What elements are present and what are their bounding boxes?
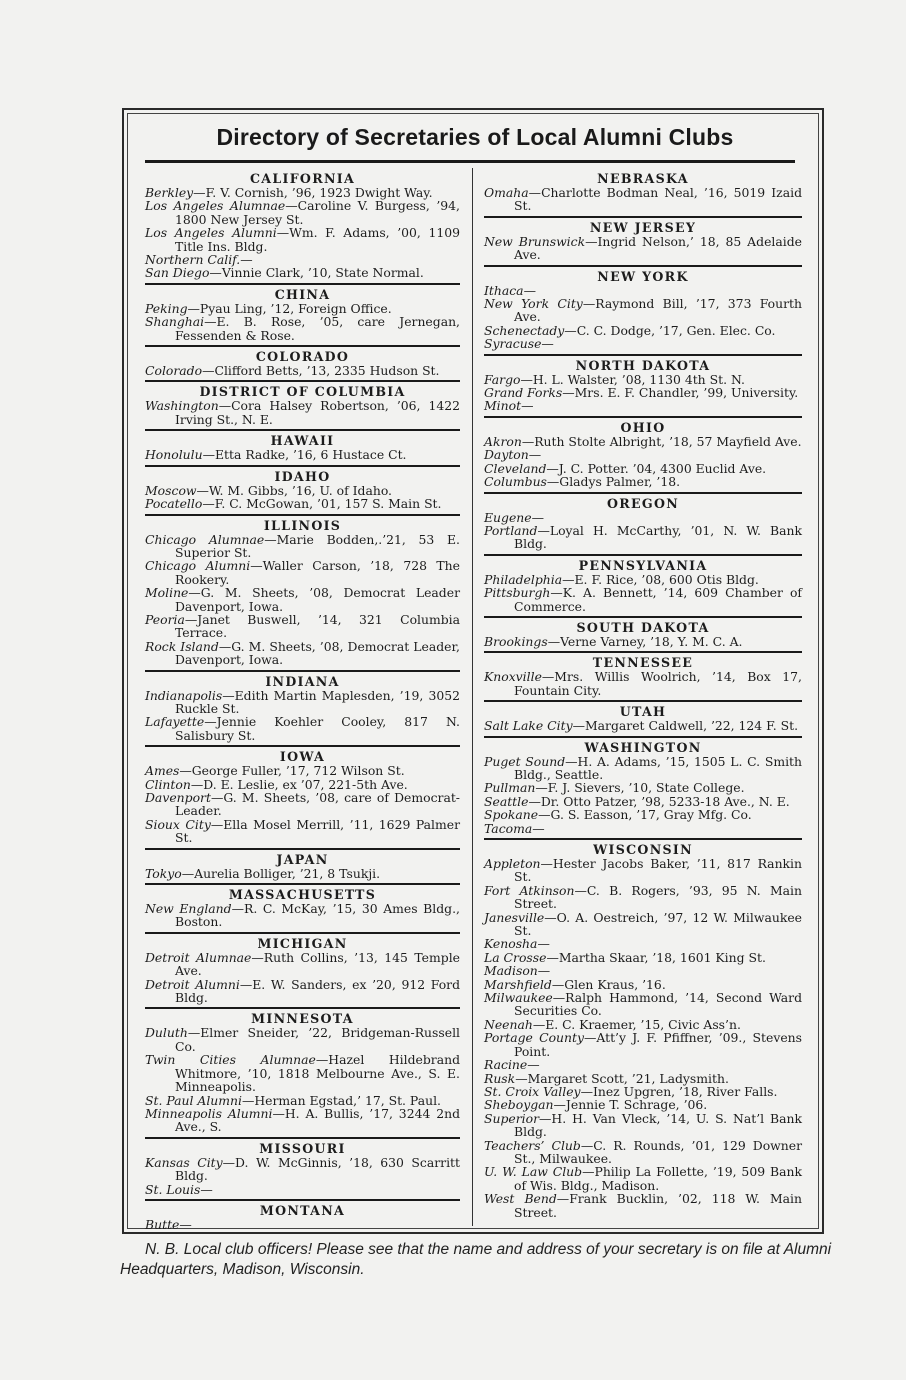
club-entry: St. Louis— bbox=[145, 1181, 213, 1197]
state-heading-south-dakota: SOUTH DAKOTA bbox=[576, 619, 710, 635]
section-divider bbox=[484, 700, 802, 702]
club-city: New Brunswick bbox=[484, 233, 586, 249]
club-entry: Detroit Alumni—E. W. Sanders, ex ’20, 912 Ford Bldg. bbox=[145, 976, 461, 1006]
club-entry: Butte— bbox=[145, 1216, 192, 1232]
club-city: Moline bbox=[145, 585, 189, 601]
club-secretary: Philip La Follette, ’19, 509 Bank of Wis. Bldg., Madison. bbox=[514, 1164, 802, 1193]
club-city: Salt Lake City bbox=[484, 718, 573, 734]
club-secretary: Inez Upgren, ’18, River Falls. bbox=[592, 1083, 778, 1099]
club-city: Marshfield bbox=[484, 976, 552, 992]
state-heading-new-jersey: NEW JERSEY bbox=[589, 219, 697, 235]
club-secretary: Ruth Collins, ’13, 145 Temple Ave. bbox=[175, 949, 460, 979]
club-city: Tacoma bbox=[484, 820, 533, 836]
club-city: Lafayette bbox=[145, 714, 205, 730]
club-entry: San Diego—Vinnie Clark, ’10, State Normal. bbox=[145, 265, 424, 281]
club-city: Sheboygan bbox=[484, 1097, 554, 1113]
club-city: Racine bbox=[484, 1057, 528, 1073]
state-heading-washington: WASHINGTON bbox=[584, 739, 702, 755]
club-city: Berkley bbox=[145, 185, 194, 200]
club-city: Fargo bbox=[484, 371, 521, 387]
club-secretary: Ralph Hammond, ’14, Second Ward Securities Co. bbox=[514, 990, 802, 1019]
club-entry: Rock Island—G. M. Sheets, ’08, Democrat Leader, Davenport, Iowa. bbox=[145, 638, 460, 668]
section-divider bbox=[145, 883, 460, 885]
club-city: Grand Forks bbox=[484, 385, 563, 401]
section-divider bbox=[145, 429, 460, 431]
section-divider bbox=[145, 670, 460, 672]
club-secretary: Herman Egstad,’ 17, St. Paul. bbox=[254, 1092, 441, 1108]
club-secretary: Charlotte Bodman Neal, ’16, 5019 Izaid St. bbox=[514, 185, 802, 214]
club-entry: Honolulu—Etta Radke, ’16, 6 Hustace Ct. bbox=[145, 447, 407, 463]
club-secretary: Att’y J. F. Pfiffner, ’09., Stevens Point. bbox=[514, 1030, 802, 1059]
state-heading-oregon: OREGON bbox=[606, 495, 680, 511]
club-city: Rusk bbox=[484, 1070, 516, 1086]
club-secretary: G. M. Sheets, ’08, Democrat Leader Davenport, Iowa. bbox=[175, 585, 460, 614]
section-divider bbox=[484, 265, 802, 267]
club-secretary: C. B. Rogers, ’93, 95 N. Main Street. bbox=[514, 882, 802, 912]
club-secretary: C. C. Dodge, ’17, Gen. Elec. Co. bbox=[576, 322, 776, 338]
section-divider bbox=[484, 616, 802, 618]
section-divider bbox=[145, 1007, 460, 1009]
club-city: Ames bbox=[145, 763, 180, 779]
club-secretary: Raymond Bill, ’17, 373 Fourth Ave. bbox=[514, 296, 802, 325]
club-secretary: Mrs. Willis Woolrich, ’14, Box 17, Fountain City. bbox=[514, 669, 802, 698]
club-secretary: Caroline V. Burgess, ’94, 1800 New Jersey St. bbox=[175, 198, 460, 227]
club-city: Pullman bbox=[484, 780, 536, 796]
club-city: Detroit Alumni bbox=[145, 976, 240, 992]
club-city: Teachers’ Club bbox=[484, 1137, 581, 1153]
club-city: Peoria bbox=[145, 611, 185, 627]
club-entry: Fargo—H. L. Walster, ’08, 1130 4th St. N. bbox=[484, 371, 745, 387]
club-entry: New York City—Raymond Bill, ’17, 373 Fourth Ave. bbox=[484, 296, 802, 325]
club-city: New York City bbox=[484, 296, 583, 312]
club-city: St. Louis bbox=[145, 1181, 201, 1197]
club-entry: Teachers’ Club—C. R. Rounds, ’01, 129 Downer St., Milwaukee. bbox=[484, 1137, 802, 1166]
club-city: Dayton bbox=[484, 447, 529, 463]
state-heading-massachusetts: MASSACHUSETTS bbox=[228, 887, 377, 903]
club-city: Kansas City bbox=[145, 1154, 223, 1170]
club-city: Duluth bbox=[145, 1025, 188, 1041]
club-secretary: Jennie Koehler Cooley, 817 N. Salisbury St. bbox=[175, 714, 460, 743]
club-entry: Grand Forks—Mrs. E. F. Chandler, ’99, University. bbox=[484, 385, 799, 401]
section-divider bbox=[484, 216, 802, 218]
club-entry: Moscow—W. M. Gibbs, ’16, U. of Idaho. bbox=[145, 482, 392, 498]
club-city: Eugene bbox=[484, 509, 532, 525]
club-secretary: Etta Radke, ’16, 6 Hustace Ct. bbox=[214, 447, 407, 463]
club-entry: West Bend—Frank Bucklin, ’02, 118 W. Main Street. bbox=[484, 1191, 802, 1220]
club-entry: Los Angeles Alumnae—Caroline V. Burgess, ’94, 1800 New Jersey St. bbox=[145, 198, 460, 227]
club-secretary: Mrs. E. F. Chandler, ’99, University. bbox=[574, 385, 799, 401]
club-entry: Salt Lake City—Margaret Caldwell, ’22, 124 F. St. bbox=[484, 718, 799, 734]
section-divider bbox=[145, 932, 460, 934]
club-city: St. Paul Alumni bbox=[145, 1092, 242, 1108]
section-divider bbox=[145, 1199, 460, 1201]
club-city: Los Angeles Alumnae bbox=[145, 198, 286, 214]
club-entry: St. Paul Alumni—Herman Egstad,’ 17, St. Paul. bbox=[145, 1092, 441, 1108]
club-entry: Schenectady—C. C. Dodge, ’17, Gen. Elec. Co. bbox=[484, 322, 776, 338]
club-secretary: G. M. Sheets, ’08, Democrat Leader, Davenport, Iowa. bbox=[175, 638, 460, 668]
section-divider bbox=[145, 1137, 460, 1139]
state-heading-north-dakota: NORTH DAKOTA bbox=[575, 357, 711, 373]
club-entry: Rusk—Margaret Scott, ’21, Ladysmith. bbox=[484, 1070, 729, 1086]
state-heading-nebraska: NEBRASKA bbox=[597, 171, 689, 186]
club-city: Brookings bbox=[484, 633, 548, 649]
club-secretary: H. A. Bullis, ’17, 3244 2nd Ave., S. bbox=[175, 1105, 460, 1135]
club-secretary: Ruth Stolte Albright, ’18, 57 Mayfield Ave. bbox=[534, 433, 802, 449]
club-entry: Marshfield—Glen Kraus, ’16. bbox=[484, 976, 666, 992]
club-entry: New Brunswick—Ingrid Nelson,’ 18, 85 Adelaide Ave. bbox=[484, 233, 802, 263]
club-entry: Puget Sound—H. A. Adams, ’15, 1505 L. C. Smith Bldg., Seattle. bbox=[484, 753, 802, 782]
club-city: Janesville bbox=[484, 909, 545, 925]
club-city: Minneapolis Alumni bbox=[145, 1105, 273, 1121]
club-secretary: H. H. Van Vleck, ’14, U. S. Nat’l Bank Bldg. bbox=[514, 1110, 802, 1140]
club-city: Philadelphia bbox=[484, 571, 563, 587]
state-heading-wisconsin: WISCONSIN bbox=[593, 842, 693, 857]
club-city: Sioux City bbox=[145, 816, 211, 832]
club-secretary: J. C. Potter. ’04, 4300 Euclid Ave. bbox=[558, 460, 767, 476]
club-secretary: Aurelia Bolliger, ’21, 8 Tsukji. bbox=[194, 865, 381, 881]
club-entry: Syracuse— bbox=[484, 336, 554, 352]
club-secretary: Edith Martin Maplesden, ’19, 3052 Ruckle St. bbox=[175, 687, 460, 716]
club-entry: Peking—Pyau Ling, ’12, Foreign Office. bbox=[145, 300, 392, 316]
club-secretary: Dr. Otto Patzer, ’98, 5233-18 Ave., N. E. bbox=[540, 793, 790, 809]
club-entry: Lafayette—Jennie Koehler Cooley, 817 N. Salisbury St. bbox=[145, 714, 460, 743]
club-secretary: O. A. Oestreich, ’97, 12 W. Milwaukee St. bbox=[514, 909, 802, 939]
club-city: Kenosha bbox=[484, 936, 538, 952]
club-secretary: Glen Kraus, ’16. bbox=[564, 976, 666, 992]
club-entry: Tokyo—Aurelia Bolliger, ’21, 8 Tsukji. bbox=[145, 865, 381, 881]
club-secretary: W. M. Gibbs, ’16, U. of Idaho. bbox=[208, 482, 392, 498]
club-entry: Los Angeles Alumni—Wm. F. Adams, ’00, 1109 Title Ins. Bldg. bbox=[145, 225, 460, 254]
club-entry: Davenport—G. M. Sheets, ’08, care of Democrat-Leader. bbox=[145, 790, 460, 819]
club-city: Omaha bbox=[484, 185, 529, 200]
club-entry: Minot— bbox=[484, 398, 534, 414]
club-city: Butte bbox=[145, 1216, 180, 1232]
club-entry: Seattle—Dr. Otto Patzer, ’98, 5233-18 Ave., N. E. bbox=[484, 793, 790, 809]
club-entry: Cleveland—J. C. Potter. ’04, 4300 Euclid Ave. bbox=[484, 460, 767, 476]
club-secretary: Loyal H. McCarthy, ’01, N. W. Bank Bldg. bbox=[514, 522, 802, 552]
state-heading-illinois: ILLINOIS bbox=[263, 517, 342, 533]
club-entry: Chicago Alumni—Waller Carson, ’18, 728 The Rookery. bbox=[145, 558, 460, 587]
state-heading-california: CALIFORNIA bbox=[249, 171, 356, 186]
club-secretary: Elmer Sneider, ’22, Bridgeman-Russell Co. bbox=[175, 1025, 460, 1054]
club-entry: Pocatello—F. C. McGowan, ’01, 157 S. Main St. bbox=[145, 496, 442, 512]
club-city: Rock Island bbox=[145, 638, 219, 654]
club-secretary: K. A. Bennett, ’14, 609 Chamber of Commerce. bbox=[514, 585, 802, 614]
club-secretary: Janet Buswell, ’14, 321 Columbia Terrace. bbox=[175, 611, 460, 641]
club-secretary: D. E. Leslie, ex ’07, 221-5th Ave. bbox=[203, 776, 408, 792]
club-secretary: Gladys Palmer, ’18. bbox=[559, 474, 681, 490]
club-city: San Diego bbox=[145, 265, 210, 281]
club-city: Washington bbox=[145, 398, 219, 414]
club-secretary: F. J. Sievers, ’10, State College. bbox=[547, 780, 745, 796]
club-secretary: Pyau Ling, ’12, Foreign Office. bbox=[199, 300, 392, 316]
section-divider bbox=[145, 283, 460, 285]
club-city: Pocatello bbox=[145, 496, 203, 512]
club-secretary: Cora Halsey Robertson, ’06, 1422 Irving St., N. E. bbox=[175, 398, 460, 427]
club-city: Peking bbox=[145, 300, 188, 316]
club-secretary: Verne Varney, ’18, Y. M. C. A. bbox=[560, 633, 743, 649]
club-entry: Spokane—G. S. Easson, ’17, Gray Mfg. Co. bbox=[484, 807, 752, 823]
club-secretary: Martha Skaar, ’18, 1601 King St. bbox=[558, 949, 766, 965]
club-entry: Ames—George Fuller, ’17, 712 Wilson St. bbox=[145, 763, 405, 779]
club-secretary: Ingrid Nelson,’ 18, 85 Adelaide Ave. bbox=[514, 233, 802, 263]
club-secretary: F. V. Cornish, ’96, 1923 Dwight Way. bbox=[205, 185, 433, 200]
club-city: Cleveland bbox=[484, 460, 547, 476]
club-secretary: Wm. F. Adams, ’00, 1109 Title Ins. Bldg. bbox=[175, 225, 460, 254]
club-secretary: H. A. Adams, ’15, 1505 L. C. Smith Bldg., Seattle. bbox=[514, 753, 802, 782]
section-divider bbox=[484, 838, 802, 840]
club-entry: Shanghai—E. B. Rose, ’05, care Jernegan, Fessenden & Rose. bbox=[145, 314, 460, 343]
club-entry: Brookings—Verne Varney, ’18, Y. M. C. A. bbox=[484, 633, 743, 649]
club-city: Portage County bbox=[484, 1030, 584, 1046]
section-divider bbox=[484, 736, 802, 738]
club-secretary: F. C. McGowan, ’01, 157 S. Main St. bbox=[214, 496, 442, 512]
club-entry: Knoxville—Mrs. Willis Woolrich, ’14, Box 17, Fountain City. bbox=[484, 669, 802, 698]
club-city: Knoxville bbox=[484, 669, 542, 685]
club-entry: Appleton—Hester Jacobs Baker, ’11, 817 Rankin St. bbox=[484, 856, 802, 885]
club-city: Spokane bbox=[484, 807, 539, 823]
state-heading-hawaii: HAWAII bbox=[270, 433, 335, 449]
club-city: Chicago Alumni bbox=[145, 558, 251, 574]
state-heading-montana: MONTANA bbox=[259, 1202, 346, 1218]
club-city: Honolulu bbox=[145, 447, 203, 463]
club-city: Los Angeles Alumni bbox=[145, 225, 277, 241]
club-secretary: Vinnie Clark, ’10, State Normal. bbox=[221, 265, 424, 281]
club-city: Clinton bbox=[145, 776, 191, 792]
club-entry: Clinton—D. E. Leslie, ex ’07, 221-5th Ave. bbox=[145, 776, 408, 792]
club-entry: Washington—Cora Halsey Robertson, ’06, 1422 Irving St., N. E. bbox=[145, 398, 460, 427]
club-secretary: R. C. McKay, ’15, 30 Ames Bldg., Boston. bbox=[175, 901, 460, 930]
club-entry: Madison— bbox=[484, 963, 551, 979]
club-secretary: G. M. Sheets, ’08, care of Democrat-Leader. bbox=[175, 790, 460, 819]
club-secretary: Ella Mosel Merrill, ’11, 1629 Palmer St. bbox=[175, 816, 460, 846]
section-divider bbox=[145, 380, 460, 382]
club-secretary: Clifford Betts, ’13, 2335 Hudson St. bbox=[214, 363, 440, 379]
state-heading-michigan: MICHIGAN bbox=[257, 935, 348, 951]
club-city: Madison bbox=[484, 963, 538, 979]
club-secretary: Waller Carson, ’18, 728 The Rookery. bbox=[175, 558, 460, 587]
club-secretary: E. F. Rice, ’08, 600 Otis Bldg. bbox=[574, 571, 759, 587]
state-heading-tennessee: TENNESSEE bbox=[592, 655, 694, 671]
club-entry: Kansas City—D. W. McGinnis, ’18, 630 Scarritt Bldg. bbox=[145, 1154, 460, 1184]
section-divider bbox=[484, 416, 802, 418]
state-heading-minnesota: MINNESOTA bbox=[251, 1011, 354, 1027]
club-secretary: E. C. Kraemer, ’15, Civic Ass’n. bbox=[545, 1016, 741, 1032]
club-entry: Sioux City—Ella Mosel Merrill, ’11, 1629 Palmer St. bbox=[145, 816, 460, 846]
club-secretary: Marie Bodden,.’21, 53 E. Superior St. bbox=[175, 531, 460, 560]
club-city: Milwaukee bbox=[484, 990, 553, 1006]
state-heading-idaho: IDAHO bbox=[274, 468, 331, 484]
club-entry: Ithaca— bbox=[484, 282, 536, 298]
state-heading-japan: JAPAN bbox=[276, 851, 329, 867]
club-entry: Milwaukee—Ralph Hammond, ’14, Second Ward Securities Co. bbox=[484, 990, 802, 1019]
club-city: West Bend bbox=[484, 1191, 557, 1207]
club-entry: Colorado—Clifford Betts, ’13, 2335 Hudson St. bbox=[145, 363, 440, 379]
club-city: Pittsburgh bbox=[484, 585, 551, 601]
club-entry: Berkley—F. V. Cornish, ’96, 1923 Dwight Way. bbox=[145, 185, 433, 200]
title-rule bbox=[145, 160, 795, 163]
club-entry: New England—R. C. McKay, ’15, 30 Ames Bldg., Boston. bbox=[145, 901, 460, 930]
club-secretary: George Fuller, ’17, 712 Wilson St. bbox=[191, 763, 405, 779]
club-city: Northern Calif. bbox=[145, 252, 241, 268]
section-divider bbox=[145, 848, 460, 850]
club-city: Twin Cities Alumnae bbox=[145, 1052, 316, 1068]
club-entry: Minneapolis Alumni—H. A. Bullis, ’17, 3244 2nd Ave., S. bbox=[145, 1105, 460, 1135]
club-city: Superior bbox=[484, 1110, 540, 1126]
section-divider bbox=[484, 492, 802, 494]
club-entry: Philadelphia—E. F. Rice, ’08, 600 Otis Bldg. bbox=[484, 571, 759, 587]
club-entry: La Crosse—Martha Skaar, ’18, 1601 King St. bbox=[484, 949, 766, 965]
club-secretary: Margaret Caldwell, ’22, 124 F. St. bbox=[584, 718, 799, 734]
club-entry: Pullman—F. J. Sievers, ’10, State College. bbox=[484, 780, 745, 796]
club-entry: Neenah—E. C. Kraemer, ’15, Civic Ass’n. bbox=[484, 1016, 741, 1032]
state-heading-pennsylvania: PENNSYLVANIA bbox=[578, 557, 708, 573]
club-entry: Omaha—Charlotte Bodman Neal, ’16, 5019 Izaid St. bbox=[484, 185, 802, 214]
club-entry: Twin Cities Alumnae—Hazel Hildebrand Whitmore, ’10, 1818 Melbourne Ave., S. E. Minneapolis. bbox=[145, 1052, 460, 1095]
section-divider bbox=[484, 554, 802, 556]
club-secretary: Margaret Scott, ’21, Ladysmith. bbox=[527, 1070, 729, 1086]
club-city: Puget Sound bbox=[484, 753, 566, 769]
club-city: Detroit Alumnae bbox=[145, 949, 252, 965]
column-divider bbox=[472, 168, 473, 1226]
club-secretary: G. S. Easson, ’17, Gray Mfg. Co. bbox=[550, 807, 752, 823]
club-entry: Tacoma— bbox=[484, 820, 545, 836]
club-city: Appleton bbox=[484, 856, 541, 871]
club-city: Shanghai bbox=[145, 314, 205, 330]
state-heading-utah: UTAH bbox=[619, 704, 667, 720]
club-city: Neenah bbox=[484, 1016, 533, 1032]
club-city: Schenectady bbox=[484, 322, 565, 338]
club-entry: Duluth—Elmer Sneider, ’22, Bridgeman-Russell Co. bbox=[145, 1025, 460, 1054]
club-secretary: Frank Bucklin, ’02, 118 W. Main Street. bbox=[514, 1191, 802, 1220]
section-divider bbox=[145, 745, 460, 747]
club-city: Indianapolis bbox=[145, 687, 223, 703]
club-secretary: E. B. Rose, ’05, care Jernegan, Fessenden & Rose. bbox=[175, 314, 460, 343]
club-secretary: C. R. Rounds, ’01, 129 Downer St., Milwaukee. bbox=[514, 1137, 802, 1166]
club-city: Minot bbox=[484, 398, 522, 414]
state-heading-indiana: INDIANA bbox=[265, 673, 340, 689]
club-city: St. Croix Valley bbox=[484, 1083, 581, 1099]
club-city: Portland bbox=[484, 522, 538, 538]
club-entry: Dayton— bbox=[484, 447, 542, 463]
club-city: Tokyo bbox=[145, 865, 182, 881]
state-heading-new-york: NEW YORK bbox=[597, 268, 689, 284]
club-entry: Pittsburgh—K. A. Bennett, ’14, 609 Chamber of Commerce. bbox=[484, 585, 802, 614]
club-entry: U. W. Law Club—Philip La Follette, ’19, 509 Bank of Wis. Bldg., Madison. bbox=[484, 1164, 802, 1193]
club-entry: Indianapolis—Edith Martin Maplesden, ’19, 3052 Ruckle St. bbox=[145, 687, 460, 716]
footer-note: N. B. Local club officers! Please see that the name and address of your secretary is on file at Alumni Headquarters, Madison, Wisconsin. bbox=[120, 1241, 832, 1278]
club-city: Seattle bbox=[484, 793, 529, 809]
state-heading-china: CHINA bbox=[274, 286, 331, 302]
club-entry: Janesville—O. A. Oestreich, ’97, 12 W. Milwaukee St. bbox=[484, 909, 802, 939]
club-entry: Peoria—Janet Buswell, ’14, 321 Columbia Terrace. bbox=[145, 611, 460, 641]
state-heading-ohio: OHIO bbox=[620, 419, 666, 435]
club-city: Colorado bbox=[145, 363, 203, 379]
club-city: Davenport bbox=[145, 790, 211, 805]
club-entry: Sheboygan—Jennie T. Schrage, ’06. bbox=[484, 1097, 708, 1113]
club-entry: Kenosha— bbox=[484, 936, 550, 952]
page-title: Directory of Secretaries of Local Alumni Clubs bbox=[216, 124, 734, 150]
section-divider bbox=[145, 345, 460, 347]
club-city: New England bbox=[145, 901, 232, 917]
club-entry: Northern Calif.— bbox=[145, 252, 253, 268]
section-divider bbox=[145, 465, 460, 467]
section-divider bbox=[145, 514, 460, 516]
left-column bbox=[145, 172, 460, 1231]
state-heading-missouri: MISSOURI bbox=[259, 1140, 346, 1156]
club-entry: Eugene— bbox=[484, 509, 544, 525]
club-secretary: E. W. Sanders, ex ’20, 912 Ford Bldg. bbox=[175, 976, 461, 1006]
club-secretary: Hazel Hildebrand Whitmore, ’10, 1818 Melbourne Ave., S. E. Minneapolis. bbox=[175, 1052, 460, 1095]
club-city: Moscow bbox=[145, 482, 197, 498]
section-divider bbox=[484, 354, 802, 356]
club-city: Columbus bbox=[484, 474, 547, 490]
club-city: La Crosse bbox=[484, 949, 547, 965]
club-city: Syracuse bbox=[484, 336, 542, 352]
club-city: Chicago Alumnae bbox=[145, 531, 265, 547]
right-column bbox=[484, 172, 802, 1219]
club-entry: Detroit Alumnae—Ruth Collins, ’13, 145 Temple Ave. bbox=[145, 949, 460, 979]
club-entry: Portage County—Att’y J. F. Pfiffner, ’09., Stevens Point. bbox=[484, 1030, 802, 1059]
club-entry: Moline—G. M. Sheets, ’08, Democrat Leader Davenport, Iowa. bbox=[145, 585, 460, 614]
state-heading-iowa: IOWA bbox=[279, 749, 326, 765]
club-secretary: D. W. McGinnis, ’18, 630 Scarritt Bldg. bbox=[175, 1154, 460, 1184]
state-heading-colorado: COLORADO bbox=[255, 349, 350, 365]
club-entry: St. Croix Valley—Inez Upgren, ’18, River Falls. bbox=[484, 1083, 778, 1099]
club-entry: Racine— bbox=[484, 1057, 540, 1073]
club-secretary: Jennie T. Schrage, ’06. bbox=[565, 1097, 708, 1113]
club-entry: Superior—H. H. Van Vleck, ’14, U. S. Nat’l Bank Bldg. bbox=[484, 1110, 802, 1140]
club-city: Ithaca bbox=[484, 282, 524, 298]
club-city: Fort Atkinson bbox=[484, 882, 575, 898]
club-secretary: H. L. Walster, ’08, 1130 4th St. N. bbox=[532, 371, 745, 387]
state-heading-district-of-columbia: DISTRICT OF COLUMBIA bbox=[199, 384, 406, 400]
club-entry: Columbus—Gladys Palmer, ’18. bbox=[484, 474, 681, 490]
club-entry: Akron—Ruth Stolte Albright, ’18, 57 Mayfield Ave. bbox=[484, 433, 802, 449]
club-entry: Fort Atkinson—C. B. Rogers, ’93, 95 N. Main Street. bbox=[484, 882, 802, 912]
club-entry: Portland—Loyal H. McCarthy, ’01, N. W. Bank Bldg. bbox=[484, 522, 802, 552]
club-city: Akron bbox=[484, 433, 522, 449]
club-secretary: Hester Jacobs Baker, ’11, 817 Rankin St. bbox=[514, 856, 802, 885]
club-city: U. W. Law Club bbox=[484, 1164, 583, 1180]
club-entry: Chicago Alumnae—Marie Bodden,.’21, 53 E. Superior St. bbox=[145, 531, 460, 560]
section-divider bbox=[484, 651, 802, 653]
